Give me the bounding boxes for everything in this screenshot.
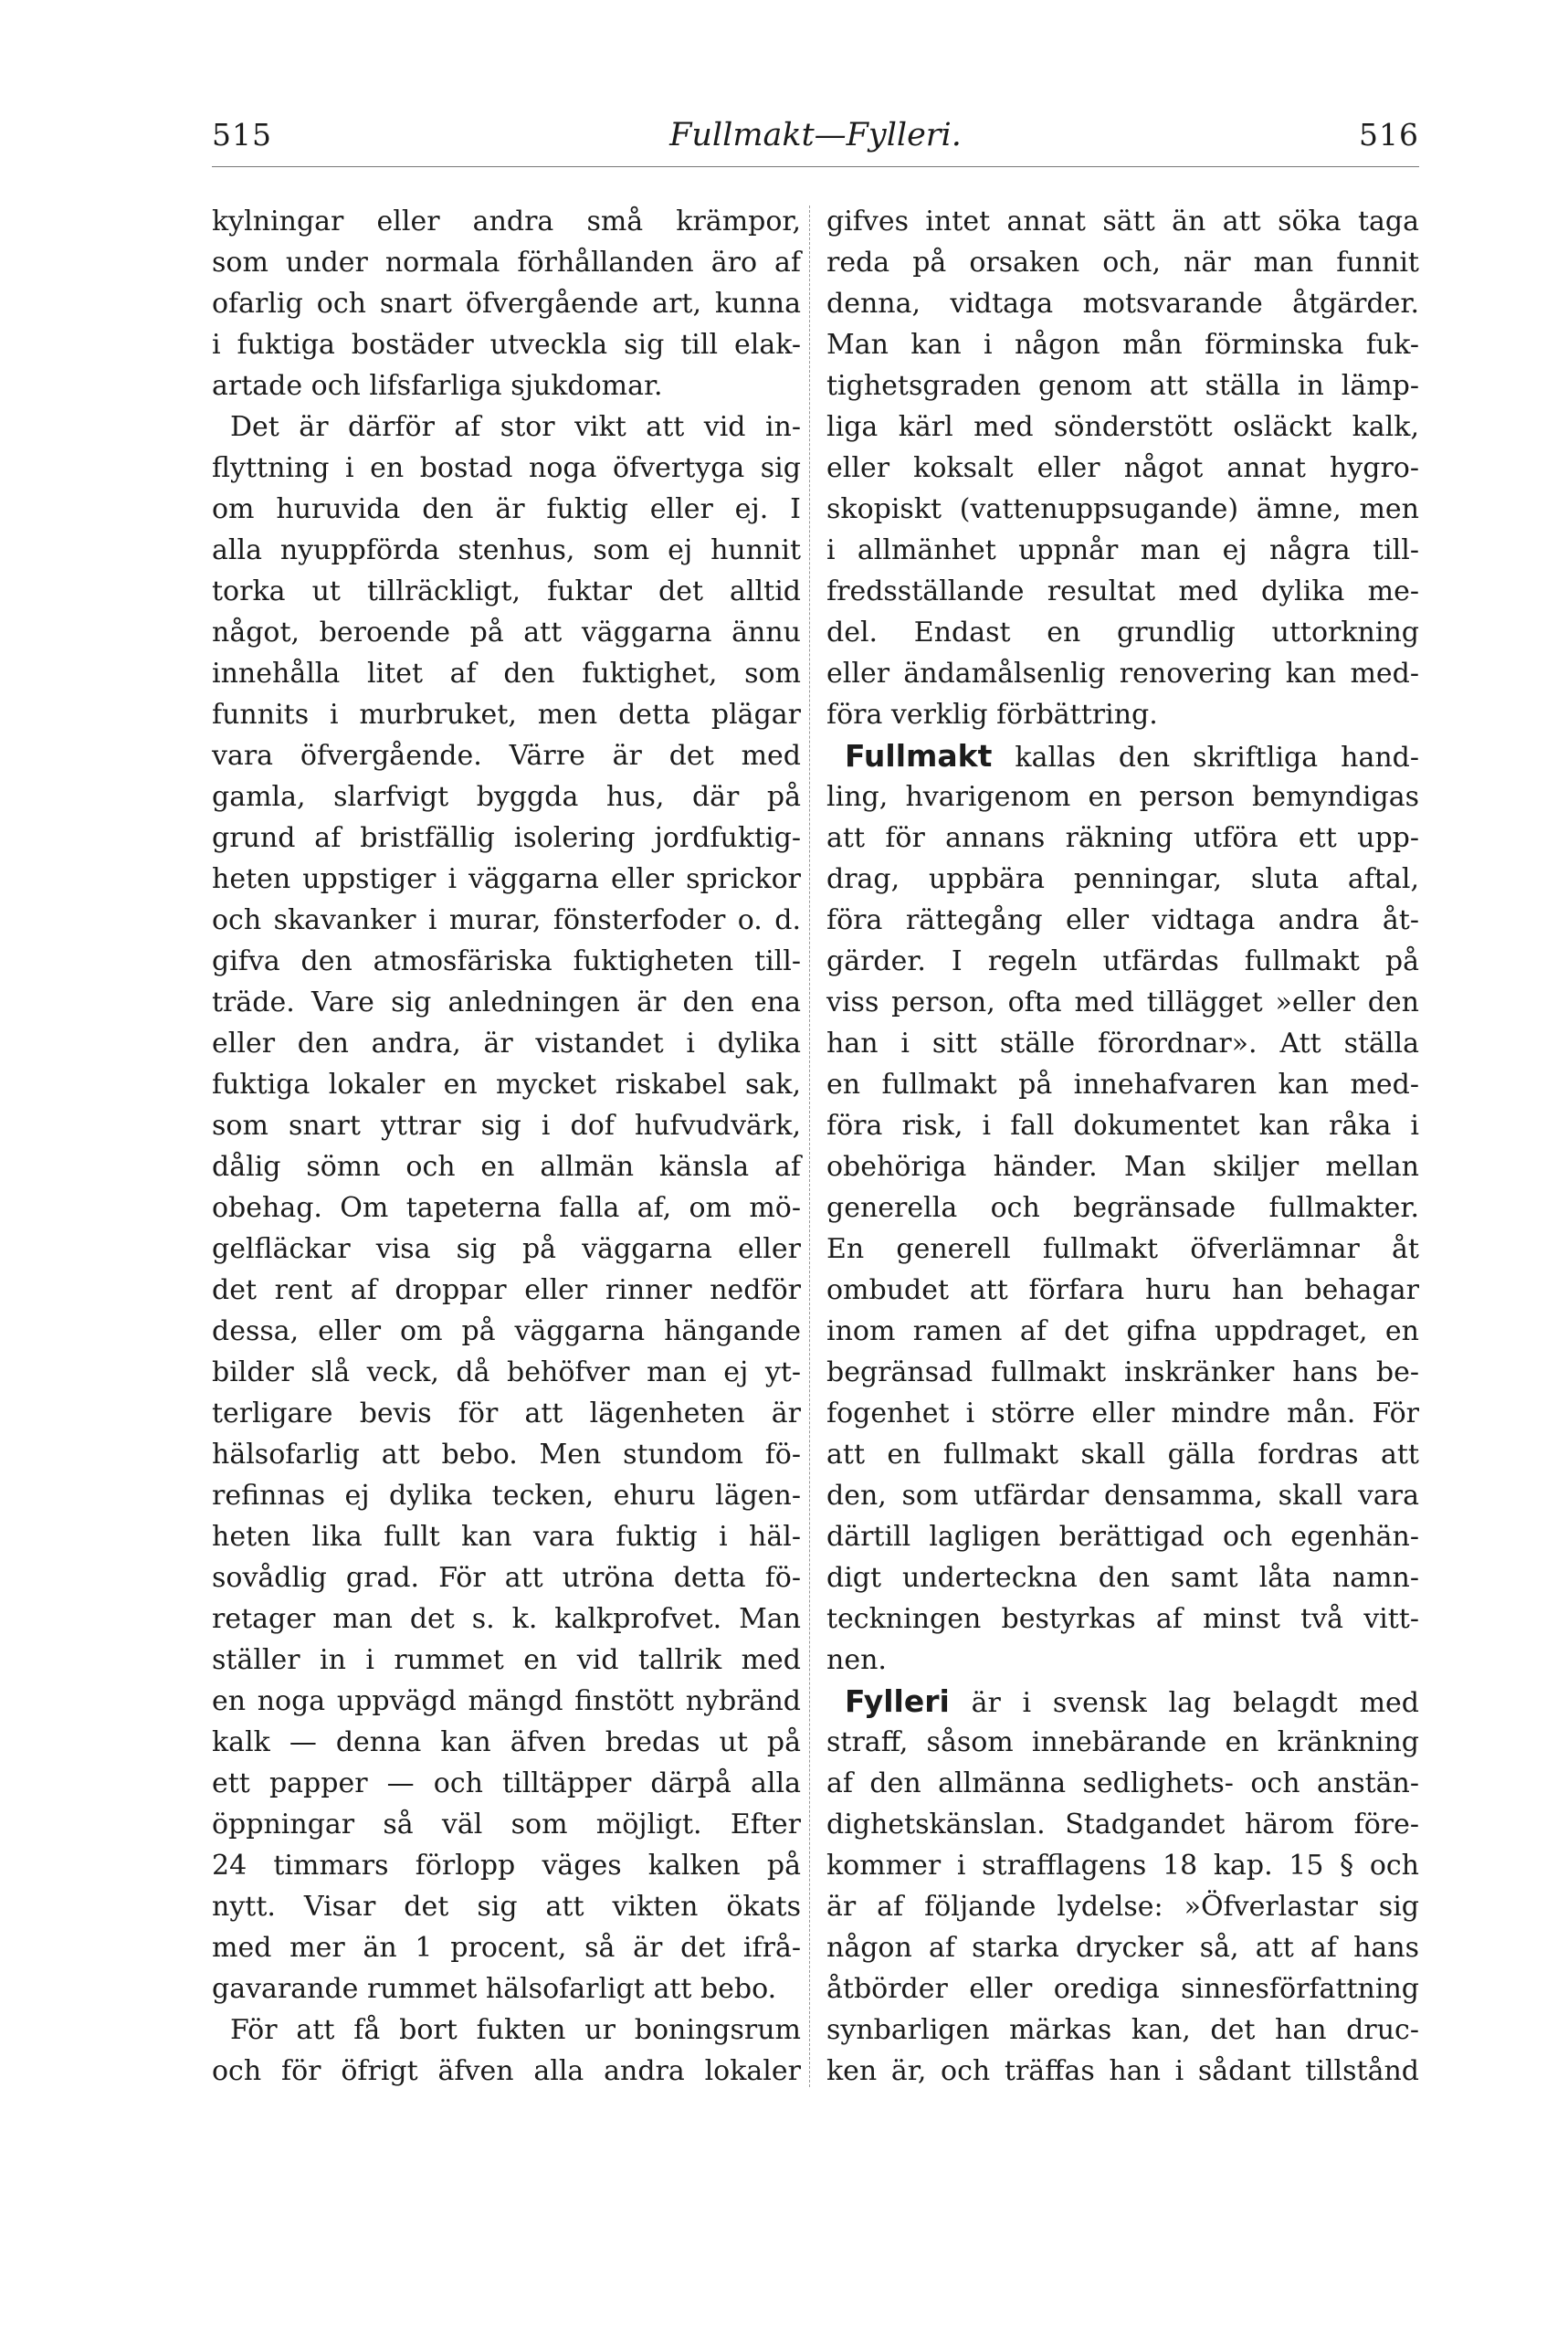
line-text: En generell fullmakt öfverlämnar åt — [826, 1233, 1419, 1265]
line-text: obehag. Om tapeterna falla af, om mö- — [212, 1192, 801, 1224]
text-line — [826, 1105, 1419, 1146]
line-text: bilder slå veck, då behöfver man ej yt- — [212, 1356, 801, 1388]
page-number-right: 516 — [1359, 117, 1419, 153]
line-text: gifves intet annat sätt än att söka taga — [826, 206, 1419, 237]
text-line — [826, 2009, 1419, 2051]
text-line — [212, 571, 801, 612]
text-line — [826, 1681, 1419, 1722]
line-text: en noga uppvägd mängd finstött nybränd — [212, 1685, 801, 1717]
text-line — [212, 1886, 801, 1927]
text-line — [212, 859, 801, 900]
line-text: gelfläckar visa sig på väggarna eller — [212, 1233, 801, 1265]
line-text: gärder. I regeln utfärdas fullmakt på — [826, 945, 1419, 977]
text-line — [826, 365, 1419, 406]
text-line — [212, 1557, 801, 1598]
text-line — [212, 2051, 801, 2092]
text-line — [826, 242, 1419, 283]
text-line — [826, 1804, 1419, 1845]
header-rule — [212, 166, 1419, 167]
text-line — [212, 1023, 801, 1064]
line-text: terligare bevis för att lägenheten är — [212, 1397, 801, 1429]
text-line — [826, 735, 1419, 776]
line-text: retager man det s. k. kalkprofvet. Man — [212, 1603, 801, 1635]
line-text: kylningar eller andra små krämpor, — [212, 206, 801, 237]
line-text: föra rättegång eller vidtaga andra åt- — [826, 904, 1419, 936]
text-line — [212, 1270, 801, 1311]
line-text: den, som utfärdar densamma, skall vara — [826, 1480, 1419, 1512]
text-line — [826, 448, 1419, 489]
line-text: Man kan i någon mån förminska fuk- — [826, 329, 1419, 361]
line-text: ett papper — och tilltäpper därpå alla — [212, 1767, 801, 1799]
line-text: som snart yttrar sig i dof hufvudvärk, — [212, 1110, 801, 1142]
text-line — [212, 1640, 801, 1681]
text-line — [826, 1763, 1419, 1804]
line-text: reda på orsaken och, när man funnit — [826, 247, 1419, 279]
text-line — [826, 283, 1419, 324]
text-line — [826, 1722, 1419, 1763]
page-header — [212, 117, 1419, 163]
text-line — [212, 1968, 801, 2009]
line-text: som under normala förhållanden äro af — [212, 247, 801, 279]
text-line — [212, 817, 801, 859]
text-line — [826, 941, 1419, 982]
line-text: viss person, ofta med tillägget »eller den — [826, 986, 1419, 1018]
line-text: drag, uppbära penningar, sluta aftal, — [826, 863, 1419, 895]
text-line — [212, 1804, 801, 1845]
line-text: eller den andra, är vistandet i dylika — [212, 1028, 801, 1060]
line-text: generella och begränsade fullmakter. — [826, 1192, 1419, 1224]
entry-term: Fylleri — [845, 1683, 950, 1719]
text-line — [826, 1516, 1419, 1557]
line-text: liga kärl med sönderstött osläckt kalk, — [826, 411, 1419, 443]
text-line — [826, 1640, 1419, 1681]
line-text: innehålla litet af den fuktighet, som — [212, 658, 801, 690]
line-text: och skavanker i murar, fönsterfoder o. d. — [212, 904, 801, 936]
text-line — [212, 776, 801, 817]
text-line — [826, 489, 1419, 530]
line-text: föra verklig förbättring. — [826, 699, 1158, 731]
column-divider — [809, 206, 810, 2087]
line-text: gifva den atmosfäriska fuktigheten till- — [212, 945, 801, 977]
line-text: obehöriga händer. Man skiljer mellan — [826, 1151, 1419, 1183]
text-line — [826, 612, 1419, 653]
line-text: Det är därför af stor vikt att vid in- — [230, 411, 801, 443]
text-line — [826, 1557, 1419, 1598]
text-line — [826, 571, 1419, 612]
running-title: Fullmakt—Fylleri. — [669, 117, 962, 153]
text-line — [212, 324, 801, 365]
line-text: fredsställande resultat med dylika me- — [826, 575, 1419, 607]
text-line — [212, 1064, 801, 1105]
text-line — [212, 1722, 801, 1763]
line-text: kalk — denna kan äfven bredas ut på — [212, 1726, 801, 1758]
line-text: gavarande rummet hälsofarligt att bebo. — [212, 1973, 777, 2005]
line-text: synbarligen märkas kan, det han druc- — [826, 2014, 1419, 2046]
line-text: i fuktiga bostäder utveckla sig till elak- — [212, 329, 801, 361]
line-text: dålig sömn och en allmän känsla af — [212, 1151, 801, 1183]
text-line — [826, 776, 1419, 817]
text-line — [212, 1434, 801, 1475]
line-text: fuktiga lokaler en mycket riskabel sak, — [212, 1069, 801, 1101]
line-text: nytt. Visar det sig att vikten ökats — [212, 1891, 801, 1923]
text-line — [826, 1064, 1419, 1105]
text-line — [212, 283, 801, 324]
text-line — [212, 1845, 801, 1886]
line-text: kallas den skriftliga hand- — [992, 742, 1419, 774]
text-line — [212, 201, 801, 242]
text-line — [212, 1681, 801, 1722]
text-line — [826, 859, 1419, 900]
line-text: alla nyuppförda stenhus, som ej hunnit — [212, 534, 801, 566]
line-text: träde. Vare sig anledningen är den ena — [212, 986, 801, 1018]
text-line — [826, 1886, 1419, 1927]
line-text: något, beroende på att väggarna ännu — [212, 617, 801, 649]
line-text: flyttning i en bostad noga öfvertyga sig — [212, 452, 801, 484]
text-line — [826, 1927, 1419, 1968]
page-number-left: 515 — [212, 117, 272, 153]
text-line — [212, 406, 801, 448]
text-line — [212, 694, 801, 735]
line-text: tighetsgraden genom att ställa in lämp- — [826, 370, 1419, 402]
line-text: eller ändamålsenlig renovering kan med- — [826, 658, 1419, 690]
line-text: ombudet att förfara huru han behagar — [826, 1274, 1419, 1306]
line-text: del. Endast en grundlig uttorkning — [826, 617, 1419, 649]
line-text: ställer in i rummet en vid tallrik med — [212, 1644, 801, 1676]
line-text: 24 timmars förlopp väges kalken på — [212, 1850, 801, 1882]
text-line — [212, 1598, 801, 1640]
text-line — [212, 1352, 801, 1393]
line-text: ling, hvarigenom en person bemyndigas — [826, 781, 1419, 813]
text-line — [826, 1311, 1419, 1352]
line-text: sovådlig grad. För att utröna detta fö- — [212, 1562, 801, 1594]
line-text: det rent af droppar eller rinner nedför — [212, 1274, 801, 1306]
line-text: dighetskänslan. Stadgandet härom före- — [826, 1809, 1419, 1840]
line-text: han i sitt ställe förordnar». Att ställa — [826, 1028, 1419, 1060]
entry-term: Fullmakt — [845, 738, 993, 774]
text-line — [212, 530, 801, 571]
text-line — [212, 448, 801, 489]
line-text: är i svensk lag belagdt med — [949, 1687, 1419, 1719]
text-line — [826, 1187, 1419, 1229]
text-line — [212, 1229, 801, 1270]
line-text: digt underteckna den samt låta namn- — [826, 1562, 1419, 1594]
text-line — [212, 242, 801, 283]
line-text: att för annans räkning utföra ett upp- — [826, 822, 1419, 854]
line-text: hälsofarlig att bebo. Men stundom fö- — [212, 1439, 801, 1471]
line-text: öppningar så väl som möjligt. Efter — [212, 1809, 801, 1840]
text-line — [212, 1475, 801, 1516]
line-text: med mer än 1 procent, så är det ifrå- — [212, 1932, 801, 1964]
text-line — [212, 941, 801, 982]
line-text: ofarlig och snart öfvergående art, kunna — [212, 288, 801, 320]
text-line — [212, 982, 801, 1023]
line-text: åtbörder eller orediga sinnesförfattning — [826, 1973, 1419, 2005]
text-line — [212, 1187, 801, 1229]
text-line — [826, 2051, 1419, 2092]
line-text: nen. — [826, 1644, 887, 1676]
line-text: grund af bristfällig isolering jordfuktig- — [212, 822, 801, 854]
text-line — [212, 735, 801, 776]
line-text: af den allmänna sedlighets- och anstän- — [826, 1767, 1419, 1799]
line-text: skopiskt (vattenuppsugande) ämne, men — [826, 493, 1419, 525]
line-text: straff, såsom innebärande en kränkning — [826, 1726, 1419, 1758]
text-line — [212, 2009, 801, 2051]
line-text: kommer i strafflagens 18 kap. 15 § och — [826, 1850, 1419, 1882]
line-text: funnits i murbruket, men detta plägar — [212, 699, 801, 731]
text-line — [212, 1763, 801, 1804]
text-line — [212, 653, 801, 694]
text-line — [826, 1598, 1419, 1640]
text-line — [212, 1311, 801, 1352]
text-line — [826, 982, 1419, 1023]
line-text: ken är, och träffas han i sådant tillstånd — [826, 2055, 1419, 2087]
text-line — [212, 1393, 801, 1434]
line-text: heten lika fullt kan vara fuktig i häl- — [212, 1521, 801, 1553]
text-line — [826, 406, 1419, 448]
line-text: att en fullmakt skall gälla fordras att — [826, 1439, 1419, 1471]
line-text: gamla, slarfvigt byggda hus, där på — [212, 781, 801, 813]
line-text: artade och lifsfarliga sjukdomar. — [212, 370, 663, 402]
text-line — [826, 1475, 1419, 1516]
line-text: inom ramen af det gifna uppdraget, en — [826, 1315, 1419, 1347]
text-line — [826, 1270, 1419, 1311]
text-line — [826, 530, 1419, 571]
text-line — [212, 1146, 801, 1187]
line-text: heten uppstiger i väggarna eller sprickor — [212, 863, 801, 895]
text-line — [826, 1434, 1419, 1475]
text-line — [212, 900, 801, 941]
line-text: refinnas ej dylika tecken, ehuru lägen- — [212, 1480, 801, 1512]
text-line — [826, 1845, 1419, 1886]
text-line — [826, 1352, 1419, 1393]
text-line — [212, 1516, 801, 1557]
text-line — [212, 1105, 801, 1146]
text-line — [826, 201, 1419, 242]
right-column — [826, 201, 1419, 2092]
text-line — [212, 1927, 801, 1968]
text-line — [826, 1393, 1419, 1434]
line-text: För att få bort fukten ur boningsrum — [230, 2014, 801, 2046]
text-line — [826, 817, 1419, 859]
line-text: begränsad fullmakt inskränker hans be- — [826, 1356, 1419, 1388]
line-text: i allmänhet uppnår man ej några till- — [826, 534, 1419, 566]
line-text: och för öfrigt äfven alla andra lokaler — [212, 2055, 801, 2087]
text-line — [826, 1146, 1419, 1187]
line-text: föra risk, i fall dokumentet kan råka i — [826, 1110, 1419, 1142]
left-column — [212, 201, 801, 2092]
text-line — [212, 612, 801, 653]
text-line — [212, 489, 801, 530]
line-text: denna, vidtaga motsvarande åtgärder. — [826, 288, 1419, 320]
line-text: dessa, eller om på väggarna hängande — [212, 1315, 801, 1347]
text-line — [826, 694, 1419, 735]
line-text: är af följande lydelse: »Öfverlastar sig — [826, 1891, 1419, 1923]
text-line — [826, 900, 1419, 941]
line-text: fogenhet i större eller mindre mån. För — [826, 1397, 1419, 1429]
line-text: någon af starka drycker så, att af hans — [826, 1932, 1419, 1964]
text-line — [826, 1023, 1419, 1064]
text-line — [826, 1229, 1419, 1270]
text-line — [826, 324, 1419, 365]
text-line — [826, 1968, 1419, 2009]
line-text: teckningen bestyrkas af minst två vitt- — [826, 1603, 1419, 1635]
line-text: om huruvida den är fuktig eller ej. I — [212, 493, 801, 525]
text-line — [826, 653, 1419, 694]
line-text: eller koksalt eller något annat hygro- — [826, 452, 1419, 484]
text-line — [212, 365, 801, 406]
line-text: en fullmakt på innehafvaren kan med- — [826, 1069, 1419, 1101]
line-text: torka ut tillräckligt, fuktar det alltid — [212, 575, 801, 607]
line-text: vara öfvergående. Värre är det med — [212, 740, 801, 772]
line-text: därtill lagligen berättigad och egenhän- — [826, 1521, 1419, 1553]
